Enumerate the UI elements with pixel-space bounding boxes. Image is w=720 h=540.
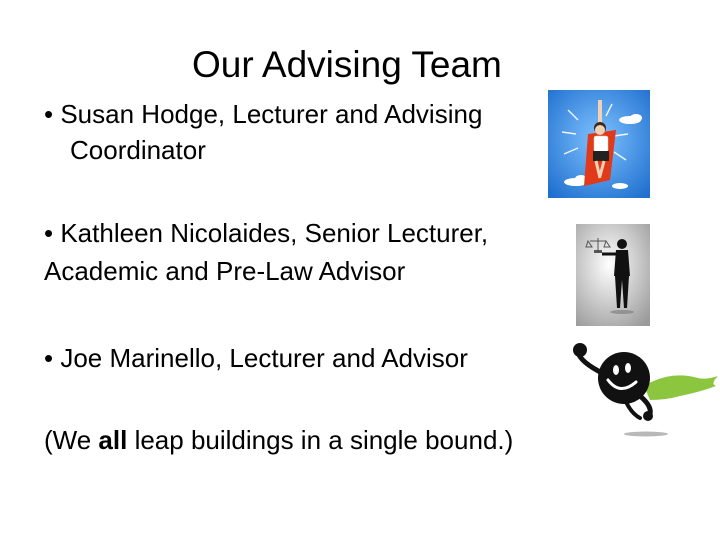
bullet-marker: • (44, 343, 54, 373)
bullet-joe-marinello (44, 340, 468, 376)
bullet-line (44, 214, 564, 252)
bullet-text: Susan Hodge, Lecturer and Advising (60, 99, 483, 129)
bullet-marker: • (44, 99, 54, 129)
bullet-continuation: Academic and Pre-Law Advisor (44, 256, 406, 286)
bullet-text: Joe Marinello, Lecturer and Advisor (60, 343, 468, 373)
bullet-kathleen-nicolaides (44, 214, 564, 290)
closing-text-emphasis: all (98, 425, 128, 455)
closing-text-start: (We (44, 425, 99, 455)
bullet-continuation: Coordinator (70, 135, 206, 165)
bullet-marker: • (44, 218, 54, 248)
bullet-susan-hodge (44, 96, 554, 168)
bullet-line (44, 96, 554, 132)
superhero-woman-flying-icon (548, 90, 650, 198)
woman-holding-scales-of-justice-icon (576, 224, 650, 326)
closing-text-end: leap buildings in a single bound.) (127, 425, 514, 455)
bullet-text: Kathleen Nicolaides, Senior Lecturer, (60, 218, 489, 248)
closing-remark (44, 422, 513, 458)
slide-title: Our Advising Team (192, 44, 502, 85)
smiley-superhero-flying-icon (570, 340, 720, 440)
